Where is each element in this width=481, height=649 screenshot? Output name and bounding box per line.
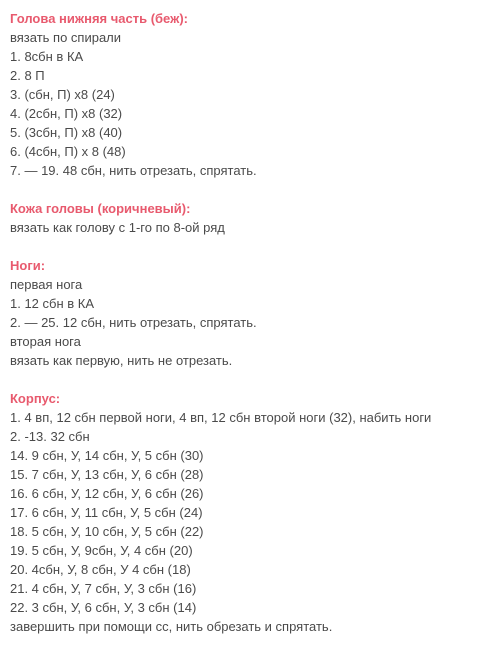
pattern-line: 2. 8 П xyxy=(10,68,45,83)
pattern-line: 16. 6 сбн, У, 12 сбн, У, 6 сбн (26) xyxy=(10,486,204,501)
pattern-line: 14. 9 сбн, У, 14 сбн, У, 5 сбн (30) xyxy=(10,448,204,463)
pattern-line: 20. 4сбн, У, 8 сбн, У 4 сбн (18) xyxy=(10,562,191,577)
section-spacer xyxy=(10,180,478,199)
section-head-bottom xyxy=(10,9,478,180)
section-body xyxy=(10,389,478,636)
section-spacer xyxy=(10,370,478,389)
pattern-line: 2. — 25. 12 сбн, нить отрезать, спрятать. xyxy=(10,315,257,330)
pattern-line: 7. — 19. 48 сбн, нить отрезать, спрятать. xyxy=(10,163,257,178)
pattern-line: вязать как голову с 1-го по 8-ой ряд xyxy=(10,220,225,235)
pattern-line: завершить при помощи сс, нить обрезать и спрятать. xyxy=(10,619,333,634)
section-heading: Ноги: xyxy=(10,258,46,273)
pattern-line: 22. 3 сбн, У, 6 сбн, У, 3 сбн (14) xyxy=(10,600,197,615)
pattern-line: 4. (2сбн, П) х8 (32) xyxy=(10,106,123,121)
pattern-line: 19. 5 сбн, У, 9сбн, У, 4 сбн (20) xyxy=(10,543,193,558)
pattern-line: 3. (сбн, П) х8 (24) xyxy=(10,87,115,102)
pattern-line: вязать по спирали xyxy=(10,30,122,45)
pattern-line: 18. 5 сбн, У, 10 сбн, У, 5 сбн (22) xyxy=(10,524,204,539)
pattern-line: вторая нога xyxy=(10,334,81,349)
pattern-line: 6. (4сбн, П) х 8 (48) xyxy=(10,144,126,159)
pattern-line: 21. 4 сбн, У, 7 сбн, У, 3 сбн (16) xyxy=(10,581,197,596)
pattern-line: 15. 7 сбн, У, 13 сбн, У, 6 сбн (28) xyxy=(10,467,204,482)
pattern-line: первая нога xyxy=(10,277,83,292)
pattern-line: 2. -13. 32 сбн xyxy=(10,429,90,444)
pattern-line: 1. 4 вп, 12 сбн первой ноги, 4 вп, 12 сбн второй ноги (32), набить ноги xyxy=(10,410,432,425)
section-head-skin xyxy=(10,199,478,237)
section-legs xyxy=(10,256,478,370)
pattern-line: 17. 6 сбн, У, 11 сбн, У, 5 сбн (24) xyxy=(10,505,203,520)
section-spacer xyxy=(10,237,478,256)
section-heading: Корпус: xyxy=(10,391,61,406)
section-heading: Кожа головы (коричневый): xyxy=(10,201,191,216)
pattern-line: 1. 8сбн в КА xyxy=(10,49,84,64)
pattern-line: 5. (3сбн, П) х8 (40) xyxy=(10,125,123,140)
pattern-line: вязать как первую, нить не отрезать. xyxy=(10,353,233,368)
section-heading: Голова нижняя часть (беж): xyxy=(10,11,188,26)
pattern-document xyxy=(10,9,478,636)
pattern-line: 1. 12 сбн в КА xyxy=(10,296,95,311)
